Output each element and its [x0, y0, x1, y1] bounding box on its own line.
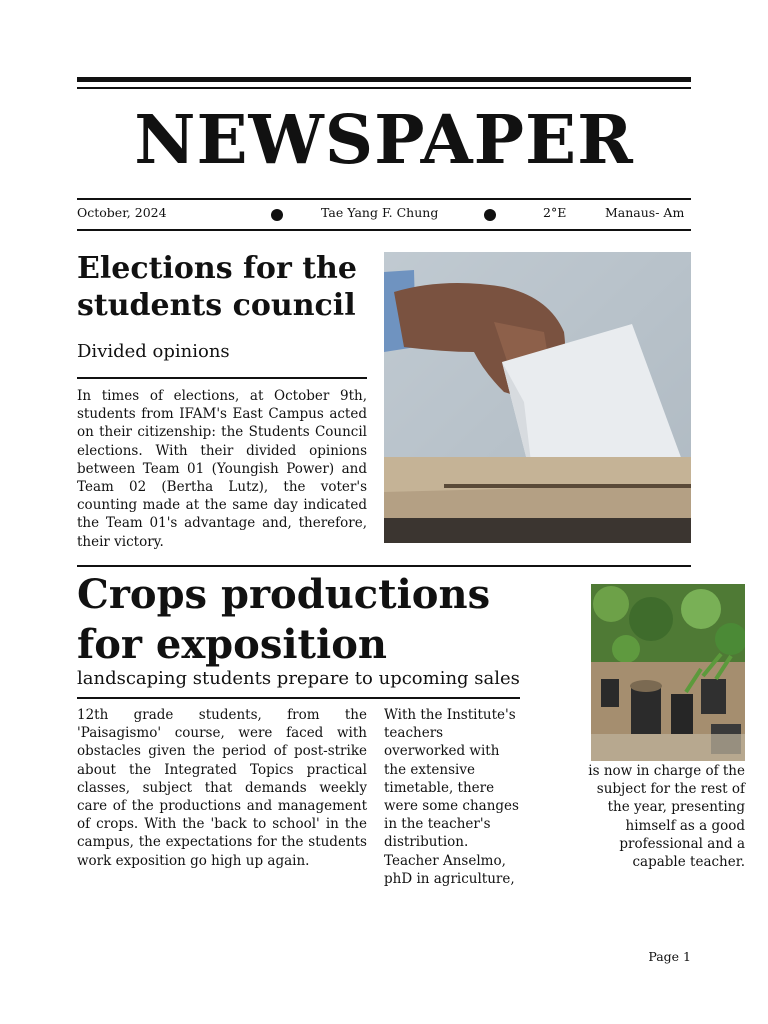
article2-headline-line1: Crops productions [77, 571, 491, 618]
article2-body-column2: With the Institute's teachers overworked with the extensive timetable, there were some changes in the teacher's distribution. Teacher Anselmo, phD in agriculture, [384, 707, 519, 887]
ballot-box-photo [384, 252, 691, 543]
plant-seedlings-photo [591, 584, 745, 761]
author-name: Tae Yang F. Chung [321, 205, 439, 220]
section-divider [77, 565, 691, 567]
separator-dot [271, 209, 283, 221]
location: Manaus- Am [605, 205, 685, 220]
article2-rule [77, 697, 520, 699]
article1-deck: Divided opinions [77, 341, 230, 362]
article1-headline: Elections for the students council [77, 251, 357, 323]
article2-deck: landscaping students prepare to upcoming sales [77, 668, 520, 689]
article1-body: In times of elections, at October 9th, students from IFAM's East Campus acted on their citizenship: the Students Council elections. With their divided opinions between Team 01 (Youngish Power) and Team 02 (Bertha Lutz), the voter's counting made at the same day indicated the Team 01's advantage and, therefore, their victory. [77, 388, 367, 550]
article2-headline [77, 570, 577, 670]
meta-bar [77, 205, 691, 223]
masthead-top-rule [77, 77, 691, 82]
meta-top-rule [77, 198, 691, 200]
masthead-title: NEWSPAPER [134, 100, 634, 179]
separator-dot [484, 209, 496, 221]
article1-rule [77, 377, 367, 379]
meta-bottom-rule [77, 229, 691, 231]
article2-body-column3: is now in charge of the subject for the rest of the year, presenting himself as a good professional and a capable teacher. [588, 763, 745, 871]
masthead-second-rule [77, 87, 691, 89]
article2-body-column1: 12th grade students, from the 'Paisagismo' course, were faced with obstacles given the period of post-strike about the Integrated Topics practical classes, subject that demands weekly care of the productions and management of crops. With the 'back to school' in the campus, the expectations for the students work exposition go high up again. [77, 707, 367, 869]
article2-headline-line2: for exposition [77, 621, 387, 668]
page-number: Page 1 [648, 949, 691, 964]
issue-date: October, 2024 [77, 205, 167, 220]
temperature: 2°E [543, 205, 567, 220]
